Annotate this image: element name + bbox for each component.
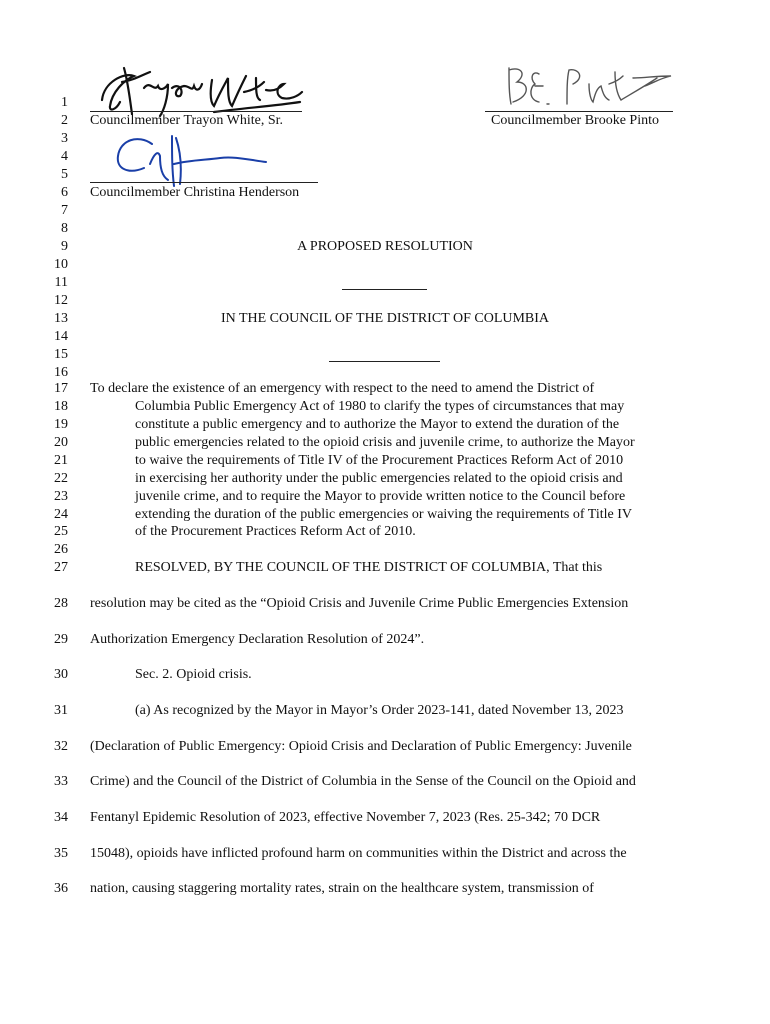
line-number: 15 — [54, 347, 68, 362]
signature-brooke-pinto — [505, 64, 675, 110]
purpose-line: juvenile crime, and to require the Mayor to provide written notice to the Council before — [135, 489, 626, 504]
council-heading: IN THE COUNCIL OF THE DISTRICT OF COLUMBIA — [220, 311, 550, 326]
purpose-line: To declare the existence of an emergency with respect to the need to amend the District of — [90, 381, 595, 396]
body-line: Fentanyl Epidemic Resolution of 2023, effective November 7, 2023 (Res. 25-342; 70 DCR — [90, 810, 601, 825]
line-number: 2 — [61, 113, 68, 128]
body-line: 15048), opioids have inflicted profound harm on communities within the District and across the — [90, 846, 627, 861]
line-number: 12 — [54, 293, 68, 308]
line-number: 18 — [54, 399, 68, 414]
body-line: (a) As recognized by the Mayor in Mayor’s Order 2023-141, dated November 13, 2023 — [135, 703, 624, 718]
purpose-line: of the Procurement Practices Reform Act of 2010. — [135, 524, 416, 539]
line-number: 22 — [54, 471, 68, 486]
signer-name-pinto: Councilmember Brooke Pinto — [491, 113, 659, 128]
line-number: 27 — [54, 560, 68, 575]
line-number: 23 — [54, 489, 68, 504]
body-line: (Declaration of Public Emergency: Opioid Crisis and Declaration of Public Emergency: Juvenile — [90, 739, 632, 754]
council-rule — [329, 361, 440, 362]
signer-name-white: Councilmember Trayon White, Sr. — [90, 113, 284, 128]
line-number: 17 — [54, 381, 68, 396]
line-number: 7 — [61, 203, 68, 218]
line-number: 25 — [54, 524, 68, 539]
line-number: 1 — [61, 95, 68, 110]
line-number: 10 — [54, 257, 68, 272]
line-number: 32 — [54, 739, 68, 754]
resolution-title: A PROPOSED RESOLUTION — [297, 239, 473, 254]
purpose-line: Columbia Public Emergency Act of 1980 to clarify the types of circumstances that may — [135, 399, 625, 414]
line-number: 28 — [54, 596, 68, 611]
section-heading: Sec. 2. Opioid crisis. — [135, 667, 252, 682]
line-number: 3 — [61, 131, 68, 146]
line-number: 5 — [61, 167, 68, 182]
line-number: 9 — [61, 239, 68, 254]
line-number: 6 — [61, 185, 68, 200]
line-number: 30 — [54, 667, 68, 682]
body-line: nation, causing staggering mortality rates, strain on the healthcare system, transmission of — [90, 881, 594, 896]
signer-name-henderson: Councilmember Christina Henderson — [90, 185, 300, 200]
line-number: 11 — [54, 275, 68, 290]
line-number: 26 — [54, 542, 68, 557]
title-rule — [342, 289, 427, 290]
line-number: 31 — [54, 703, 68, 718]
line-number: 33 — [54, 774, 68, 789]
body-line: Crime) and the Council of the District of Columbia in the Sense of the Council on the Opioid and — [90, 774, 636, 789]
line-number: 20 — [54, 435, 68, 450]
line-number: 14 — [54, 329, 68, 344]
body-line: Authorization Emergency Declaration Resolution of 2024”. — [90, 632, 425, 647]
line-number: 21 — [54, 453, 68, 468]
line-number: 24 — [54, 507, 68, 522]
line-number: 29 — [54, 632, 68, 647]
line-number: 4 — [61, 149, 68, 164]
line-number: 16 — [54, 365, 68, 380]
purpose-line: extending the duration of the public emergencies or waiving the requirements of Title IV — [135, 507, 633, 522]
line-number: 34 — [54, 810, 68, 825]
body-line: resolution may be cited as the “Opioid Crisis and Juvenile Crime Public Emergencies Extension — [90, 596, 629, 611]
line-number: 19 — [54, 417, 68, 432]
purpose-line: public emergencies related to the opioid crisis and juvenile crime, to authorize the Mayor — [135, 435, 635, 450]
line-number: 8 — [61, 221, 68, 236]
signature-line-henderson — [90, 182, 318, 183]
line-number: 35 — [54, 846, 68, 861]
purpose-line: to waive the requirements of Title IV of the Procurement Practices Reform Act of 2010 — [135, 453, 624, 468]
line-number: 36 — [54, 881, 68, 896]
purpose-line: in exercising her authority under the public emergencies related to the opioid crisis and — [135, 471, 623, 486]
body-line: RESOLVED, BY THE COUNCIL OF THE DISTRICT OF COLUMBIA, That this — [135, 560, 603, 575]
purpose-line: constitute a public emergency and to authorize the Mayor to extend the duration of the — [135, 417, 620, 432]
line-number: 13 — [54, 311, 68, 326]
